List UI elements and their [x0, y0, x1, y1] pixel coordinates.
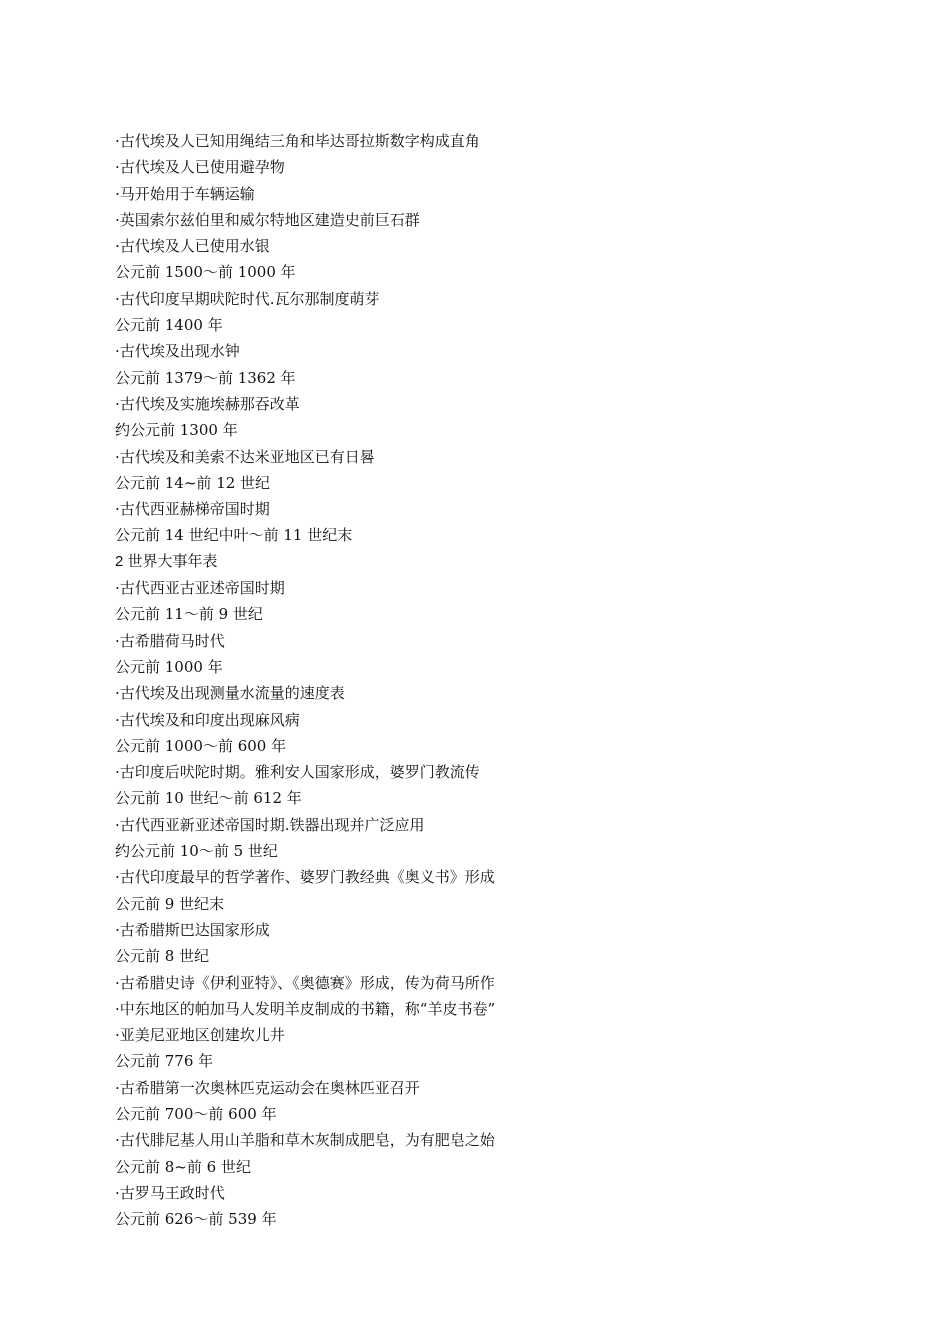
- date-line: 公元前 1000 年: [115, 657, 223, 676]
- event-line: ·英国索尔兹伯里和威尔特地区建造史前巨石群: [115, 210, 420, 229]
- event-line: ·古代埃及和美索不达米亚地区已有日晷: [115, 447, 375, 466]
- event-line: ·马开始用于车辆运输: [115, 184, 255, 203]
- event-line: ·古代腓尼基人用山羊脂和草木灰制成肥皂，为有肥皂之始: [115, 1131, 495, 1150]
- date-line: 公元前 8~前 6 世纪: [115, 1157, 251, 1176]
- event-line: ·古代埃及人已知用绳结三角和毕达哥拉斯数字构成直角: [115, 132, 480, 150]
- event-line: ·古代印度最早的哲学著作、婆罗门教经典《奥义书》形成: [115, 868, 495, 887]
- event-line: ·古代埃及实施埃赫那吞改革: [115, 394, 300, 413]
- event-line: ·古希腊史诗《伊利亚特》、《奥德赛》形成，传为荷马所作: [115, 973, 495, 992]
- date-line: 公元前 10 世纪～前 612 年: [115, 789, 302, 808]
- event-line: ·古代埃及出现水钟: [115, 342, 240, 361]
- date-line: 公元前 1500～前 1000 年: [115, 263, 296, 282]
- date-line: 公元前 626～前 539 年: [115, 1210, 277, 1229]
- event-line: ·中东地区的帕加马人发明羊皮制成的书籍，称“羊皮书卷”: [115, 999, 496, 1018]
- event-line: ·古代西亚新亚述帝国时期.铁器出现并广泛应用: [115, 815, 425, 834]
- date-line: 公元前 8 世纪: [115, 947, 210, 966]
- document-body: [115, 128, 895, 1232]
- event-line: ·古希腊荷马时代: [115, 631, 225, 650]
- event-line: ·古代埃及人已使用避孕物: [115, 158, 285, 177]
- date-line: 约公元前 10～前 5 世纪: [115, 842, 278, 861]
- event-line: ·古代印度早期吠陀时代.瓦尔那制度萌芽: [115, 289, 380, 308]
- event-line: ·亚美尼亚地区创建坎儿井: [115, 1026, 285, 1045]
- date-line: 公元前 14 世纪中叶～前 11 世纪末: [115, 526, 353, 545]
- event-line: ·古代埃及和印度出现麻风病: [115, 710, 300, 729]
- date-line: 公元前 14~前 12 世纪: [115, 473, 271, 492]
- event-line: ·古希腊斯巴达国家形成: [115, 920, 270, 939]
- date-line: 公元前 700～前 600 年: [115, 1104, 277, 1123]
- event-line: ·古印度后吠陀时期。雅利安人国家形成，婆罗门教流传: [115, 763, 480, 782]
- date-line: 公元前 776 年: [115, 1052, 214, 1071]
- date-line: 约公元前 1300 年: [115, 421, 238, 440]
- event-line: ·古罗马王政时代: [115, 1183, 225, 1202]
- event-line: ·古代埃及出现测量水流量的速度表: [115, 684, 345, 703]
- event-line: ·古代埃及人已使用水银: [115, 237, 270, 256]
- date-line: 公元前 11～前 9 世纪: [115, 605, 263, 624]
- event-line: ·古代西亚赫梯帝国时期: [115, 500, 270, 519]
- date-line: 公元前 1379～前 1362 年: [115, 368, 296, 387]
- date-line: 公元前 9 世纪末: [115, 894, 225, 913]
- date-line: 公元前 1400 年: [115, 316, 223, 335]
- date-line: 公元前 1000～前 600 年: [115, 736, 287, 755]
- section-heading: 2 世界大事年表: [115, 552, 218, 570]
- event-line: ·古代西亚古亚述帝国时期: [115, 579, 285, 598]
- event-line: ·古希腊第一次奥林匹克运动会在奥林匹亚召开: [115, 1078, 420, 1097]
